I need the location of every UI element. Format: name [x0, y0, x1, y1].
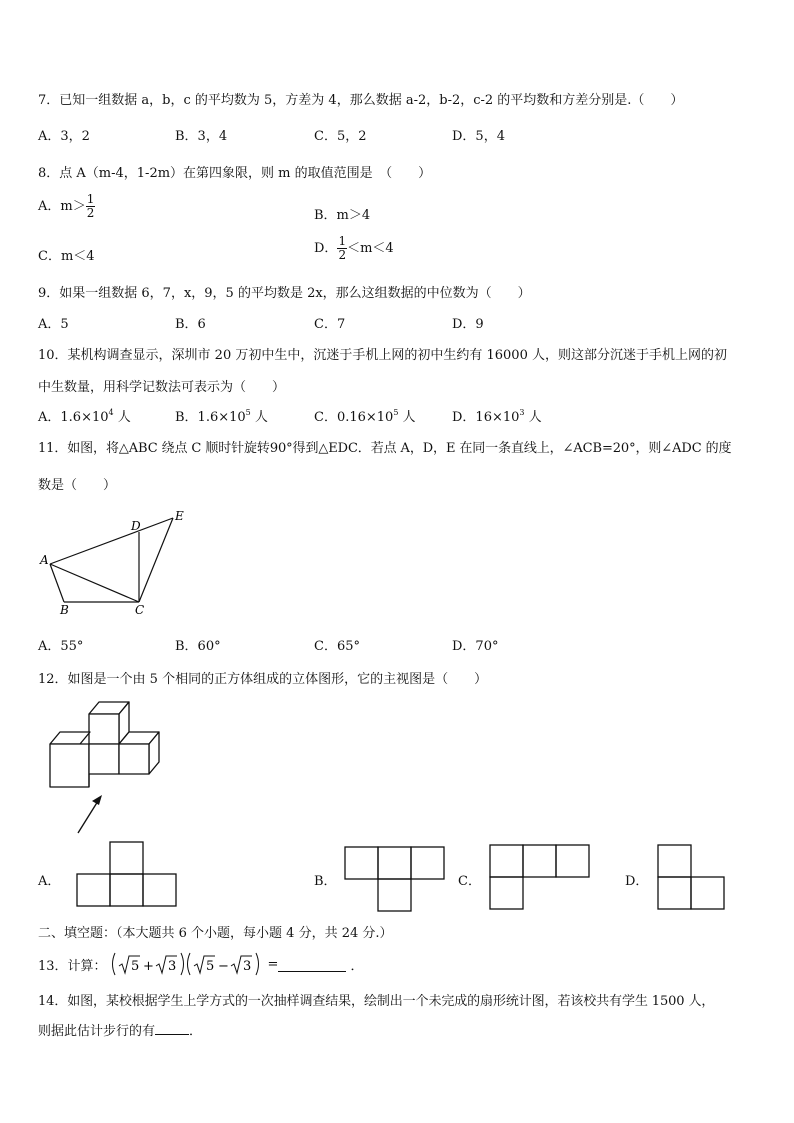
q10-option-a-exponent: 4 — [108, 408, 114, 417]
q10-option-d-base: D．16×10 — [452, 410, 520, 425]
section-2-title: 二、填空题：（本大题共 6 个小题，每小题 4 分，共 24 分.） — [38, 926, 393, 941]
q12-option-c: C． — [458, 874, 481, 889]
q9-option-a: A．5 — [38, 317, 69, 332]
segment-ae — [50, 518, 173, 564]
q13-answer-blank[interactable] — [278, 957, 346, 972]
q12-cube-solid-figure — [40, 697, 170, 837]
q14-answer-blank[interactable] — [155, 1022, 189, 1035]
q11-option-b: B．60° — [175, 639, 221, 654]
view-square — [143, 874, 176, 906]
q7-stem: 7．已知一组数据 a，b，c 的平均数为 5，方差为 4，那么数据 a-2，b-2，c-2 的平均数和方差分别是.（ ） — [38, 93, 684, 108]
q12-option-c-view — [488, 843, 593, 911]
fraction-numerator: 1 — [338, 234, 347, 248]
q10-option-d — [452, 406, 542, 425]
q7-option-b: B．3，4 — [175, 129, 228, 144]
q10-stem-line1: 10．某机构调查显示，深圳市 20 万初中生中，沉迷于手机上网的初中生约有 16000 人，则这部分沉迷于手机上网的初 — [38, 348, 727, 363]
q13-radical-expression — [108, 951, 268, 977]
q14-line2-end: ． — [189, 1024, 203, 1039]
q10-option-c-exponent: 5 — [393, 408, 399, 417]
q8-option-a-prefix: A．m＞ — [38, 199, 86, 214]
q14-line2-prefix: 则据此估计步行的有 — [38, 1024, 156, 1039]
q8-option-d-suffix: ＜m＜4 — [347, 241, 394, 256]
arrow-head-icon — [92, 795, 102, 805]
q12-option-b: B． — [314, 874, 337, 889]
q7-option-d: D．5，4 — [452, 129, 505, 144]
q10-option-d-exponent: 3 — [519, 408, 525, 417]
fraction-denominator: 2 — [86, 206, 95, 220]
q10-option-a — [38, 406, 131, 425]
q14-line2 — [38, 1020, 202, 1039]
q9-option-b: B．6 — [175, 317, 206, 332]
label-a: A — [40, 553, 49, 567]
q10-option-a-unit: 人 — [113, 410, 131, 425]
q10-option-b-exponent: 5 — [245, 408, 251, 417]
fraction-numerator: 1 — [86, 192, 95, 206]
fraction — [337, 235, 347, 262]
segment-ec — [139, 518, 173, 602]
right-cube-front-face — [119, 744, 149, 774]
q12-option-b-view — [343, 845, 448, 913]
q11-stem-line2: 数是（ ） — [38, 478, 117, 493]
q7-option-c: C．5，2 — [314, 129, 367, 144]
q13-expression — [38, 951, 363, 977]
q11-stem-line1: 11．如图，将△ABC 绕点 C 顺时针旋转90°得到△EDC．若点 A，D，E 在同一条直线上，∠ACB=20°，则∠ADC 的度 — [38, 441, 732, 456]
q11-option-a: A．55° — [38, 639, 84, 654]
q10-option-c — [314, 406, 416, 425]
segment-ac — [50, 564, 139, 602]
q14-line1: 14．如图，某校根据学生上学方式的一次抽样调查结果，绘制出一个未完成的扇形统计图，若该校共有学生 1500 人， — [38, 994, 715, 1009]
q13-equals: = — [267, 956, 279, 972]
left-paren — [112, 953, 115, 975]
q10-option-b-base: B．1.6×10 — [175, 410, 246, 425]
top-cube-front-face — [89, 714, 119, 744]
right-paren — [256, 953, 259, 975]
view-square — [378, 847, 411, 879]
q12-option-a: A． — [38, 874, 61, 889]
radicand: 5 — [130, 959, 139, 974]
view-square — [658, 877, 691, 909]
label-c: C — [135, 603, 145, 617]
q11-option-d: D．70° — [452, 639, 499, 654]
view-direction-arrow — [78, 801, 98, 833]
q7-option-a: A．3，2 — [38, 129, 90, 144]
label-d: D — [131, 519, 141, 533]
q12-option-a-view — [75, 840, 180, 908]
q8-option-b: B．m＞4 — [314, 208, 371, 223]
view-square — [345, 847, 378, 879]
operator-plus: + — [142, 959, 154, 974]
q8-option-c: C．m＜4 — [38, 249, 95, 264]
q8-option-d — [314, 235, 394, 262]
view-square — [490, 877, 523, 909]
operator-minus: − — [217, 959, 229, 974]
q10-stem-line2: 中生数量，用科学记数法可表示为（ ） — [38, 380, 286, 395]
fraction-denominator: 2 — [338, 248, 347, 262]
right-paren — [181, 953, 184, 975]
q8-option-d-prefix: D． — [314, 241, 338, 256]
middle-cube-front-face — [89, 744, 119, 774]
view-square — [110, 874, 143, 906]
view-square — [523, 845, 556, 877]
view-square — [77, 874, 110, 906]
fraction — [86, 193, 96, 220]
q13-prefix: 13．计算： — [38, 958, 107, 974]
view-square — [378, 879, 411, 911]
q12-option-d: D． — [625, 874, 649, 889]
q9-option-d: D．9 — [452, 317, 484, 332]
q10-option-b-unit: 人 — [250, 410, 268, 425]
view-square — [658, 845, 691, 877]
q12-stem: 12．如图是一个由 5 个相同的正方体组成的立体图形，它的主视图是（ ） — [38, 672, 488, 687]
left-paren — [187, 953, 190, 975]
label-b: B — [60, 603, 69, 617]
radicand: 5 — [205, 959, 214, 974]
view-square — [490, 845, 523, 877]
q10-option-a-base: A．1.6×10 — [38, 410, 109, 425]
q8-option-a — [38, 193, 95, 220]
view-square — [411, 847, 444, 879]
q9-stem: 9．如果一组数据 6，7，x，9，5 的平均数是 2x，那么这组数据的中位数为（ ） — [38, 286, 531, 301]
q9-option-c: C．7 — [314, 317, 346, 332]
label-e: E — [175, 509, 184, 523]
radicand: 3 — [167, 959, 176, 974]
radicand: 3 — [242, 959, 251, 974]
view-square — [110, 842, 143, 874]
view-square — [691, 877, 724, 909]
q11-triangle-figure — [36, 506, 196, 618]
view-square — [556, 845, 589, 877]
q10-option-d-unit: 人 — [524, 410, 542, 425]
q10-option-c-base: C．0.16×10 — [314, 410, 394, 425]
left-cube-front-face — [50, 744, 89, 787]
q10-option-c-unit: 人 — [398, 410, 416, 425]
q10-option-b — [175, 406, 268, 425]
q11-option-c: C．65° — [314, 639, 360, 654]
q12-option-d-view — [656, 843, 731, 911]
q8-stem: 8．点 A（m-4，1-2m）在第四象限，则 m 的取值范围是 （ ） — [38, 166, 432, 181]
left-cube-top-face — [50, 732, 90, 744]
q13-end: ． — [350, 958, 364, 974]
